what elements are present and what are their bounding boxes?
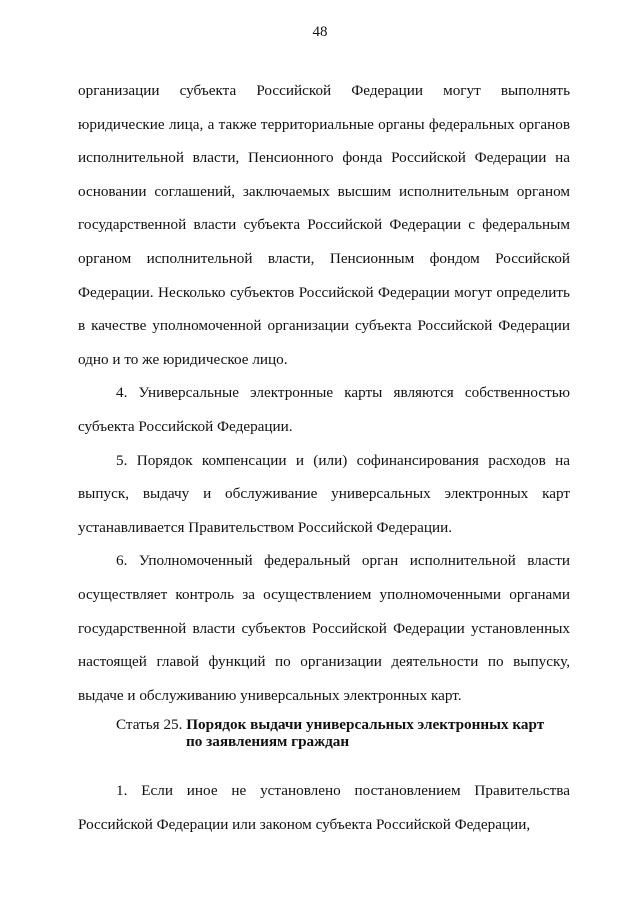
article-heading	[78, 716, 570, 750]
article-title-line-2: по заявлениям граждан	[186, 733, 350, 751]
page-number: 48	[312, 24, 328, 40]
article-title-line-1: Порядок выдачи универсальных электронных карт	[186, 716, 545, 734]
paragraph-item-4: 4. Универсальные электронные карты являются собственностью субъекта Российской Федерации.	[78, 384, 570, 435]
paragraph-item-5: 5. Порядок компенсации и (или) софинансирования расходов на выпуск, выдачу и обслуживание универсальных электронных карт устанавливается Правительством Российской Федерации.	[78, 451, 570, 536]
paragraph-continuation: организации субъекта Российской Федерации могут выполнять юридические лица, а также территориальные органы федеральных органов исполнительной власти, Пенсионного фонда Российской Федерации на основании соглашений, заключаемых высшим исполнительным органом государственной власти субъекта Российской Федерации с федеральным органом исполнительной власти, Пенсионным фондом Российской Федерации. Несколько субъектов Российской Федерации могут определить в качестве уполномоченной организации субъекта Российской Федерации одно и то же юридическое лицо.	[78, 82, 570, 368]
document-body	[78, 74, 570, 841]
paragraph-item-6: 6. Уполномоченный федеральный орган исполнительной власти осуществляет контроль за осуществлением уполномоченными органами государственной власти субъектов Российской Федерации установленных настоящей главой функций по организации деятельности по выпуску, выдаче и обслуживанию универсальных электронных карт.	[78, 552, 570, 704]
article-prefix: Статья 25.	[116, 716, 183, 734]
paragraph-article-25-item-1: 1. Если иное не установлено постановлением Правительства Российской Федерации или законом субъекта Российской Федерации,	[78, 782, 570, 833]
